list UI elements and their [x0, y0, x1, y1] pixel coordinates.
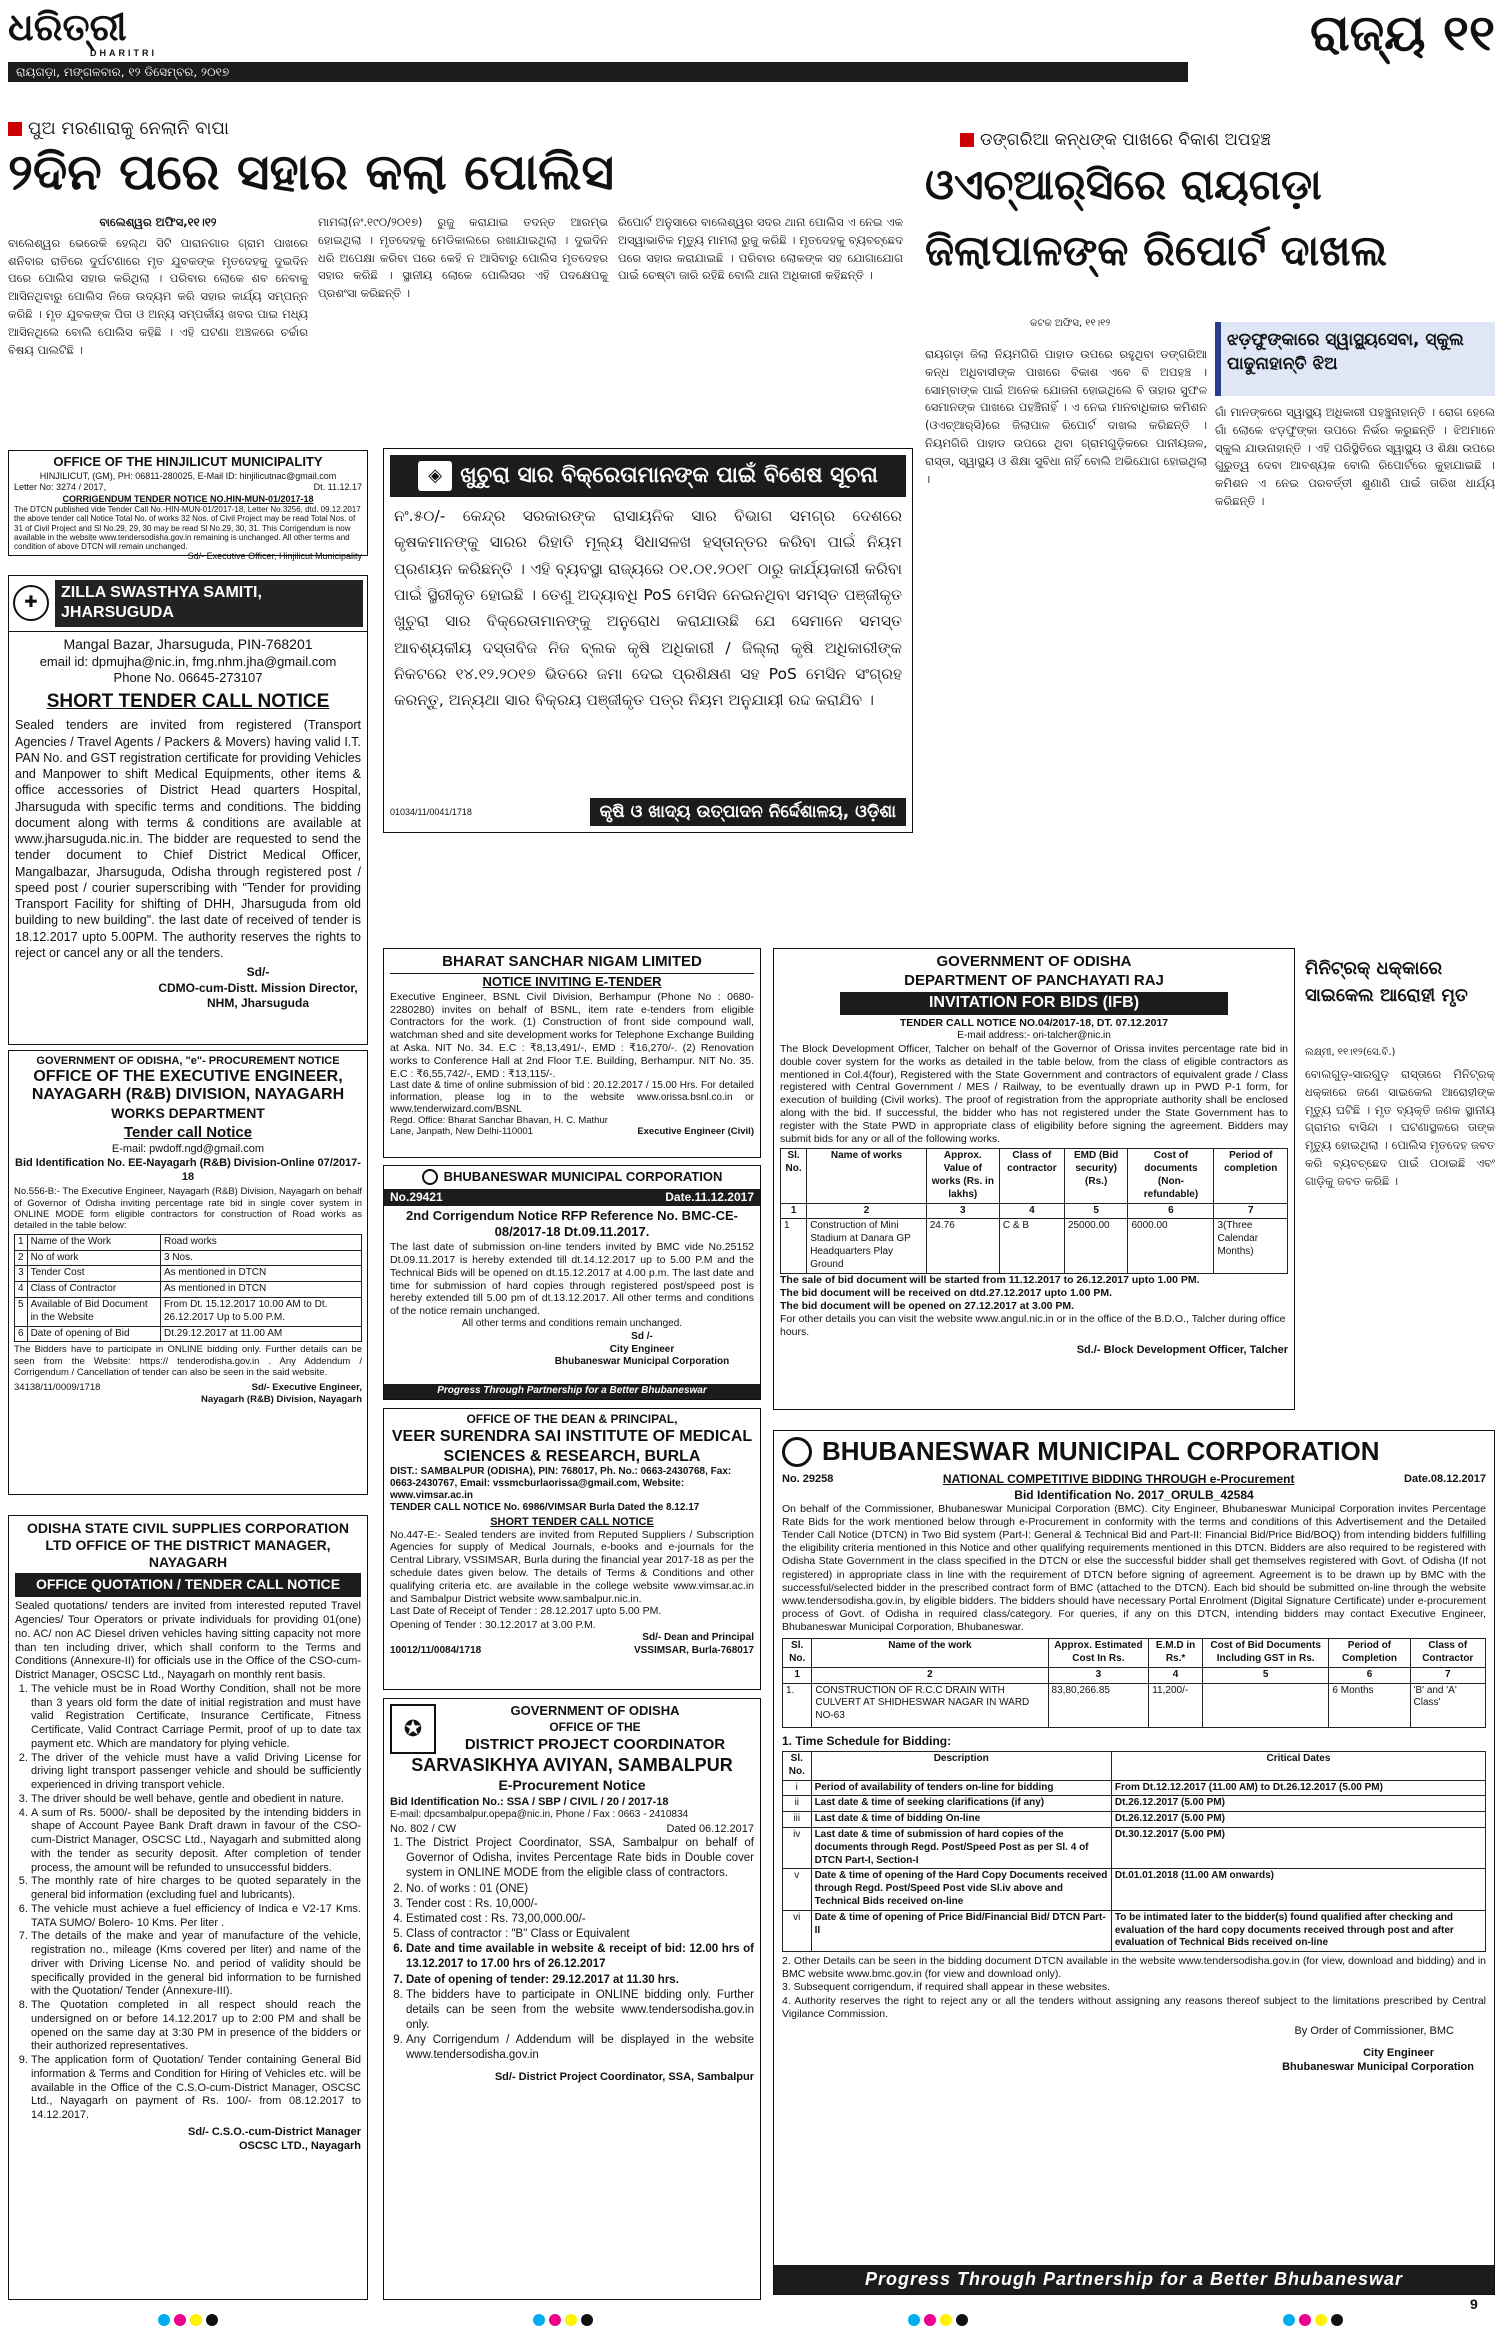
table-header-cell: Class of Contractor: [1410, 1639, 1485, 1668]
table-header-cell: Class of contractor: [999, 1149, 1064, 1203]
table-header-cell: 2: [807, 1203, 927, 1219]
bsnl-regd: Regd. Office: Bharat Sanchar Bhavan, H. C. Mathur Lane, Janpath, New Delhi-110001: [390, 1115, 608, 1138]
table-header-cell: Sl. No.: [783, 1639, 812, 1668]
pr-p1: The Block Development Officer, Talcher on behalf of the Governor of Orissa invites percentage rate bid in double cover system for the works as detailed in the table below, from the class of eligible contractors as mentioned in Col.4(four), Registered with the State Government and contractors of equivalent grade / Class registered with Central Government / MES / Railway, to be eventually drawn up in PWD P-1 form, for execution of building (Civil works). The proof of registration from the appropriate authority shall be enclosed along with the bid. If successful, the bidder who has not registered under the State Government has to register with the State PWD in appropriate class of eligibility before signing the agreement. Bidders may submit bids for any or all of the following works.: [780, 1043, 1288, 1145]
bmc-emblem-icon: [782, 1437, 812, 1467]
table-cell: Date of opening of Bid: [27, 1326, 160, 1342]
bmc-big-body: On behalf of the Commissioner, Bhubaneswar Municipal Corporation (BMC). City Engineer, Bhubaneswar Municipal Corporation invites Percentage Rate Bids for the work mentioned below through e-Procurement in conformity with the terms and conditions of this Advertisement and the Detailed Tender Call Notice (DTCN) in Two Bid system (Part-I: General & Technical Bid and Part-II: Financial Bid/Price Bid/BOQ) from intending bidders fulfilling the eligibility criteria mentioned in this Notice and other qualifying requirements mentioned in this DTCN. Bidders are also required to be registered with Odisha State Government in the class specified in the DTCN or else the successful bidder shall get themselves registered with Govt. of Odisha (If not registered) in appropriate class in line with the requirement of DTCN before signing of agreement. Agreement is to be drawn up by BMC with the successful/selected bidder in the prescribed contract form of BMC (attached to the DTCN). Each bid should be submitted on-line through the website www.tendersodisha.gov.in, by eligible bidders. The bidders should have necessary Portal Enrolment (Digital Signature Certificate) under e-procurement process of Govt. of Odisha in required class/category. For queries, if any on this DTCN, intending bidders may contact Executive Engineer, Bhubaneswar Municipal Corporation, Bhubaneswar.: [782, 1502, 1486, 1634]
table-row: [783, 1780, 1486, 1796]
table-cell: Last date & time of seeking clarifications (if any): [811, 1796, 1111, 1812]
hinjilicut-notice: [8, 450, 368, 562]
table-cell: C & B: [999, 1219, 1064, 1273]
story1-col2: ମାମଲା(ନଂ.୧୯୦/୨୦୧୭) ରୁଜୁ କରାଯାଇ ତଦନ୍ତ ଆରମ୍ଭ ହୋଇଥିଲା । ମୃତଦେହକୁ ମେଡିକାଲରେ ରଖାଯାଇଥିଲା । ଦୁଇଦିନ ଧରି ଅପେକ୍ଷା କରିବା ପରେ କେହି ନ ଆସିବାରୁ ପୋଲିସ ମୃତଦେହର ସହାର କରିଛି । ସ୍ଥାନୀୟ ଲୋକେ ପୋଲିସର ଏହି ପଦକ୍ଷେପକୁ ପ୍ରଶଂସା କରିଛନ୍ତି ।: [318, 215, 608, 301]
vimsar-title1: OFFICE OF THE DEAN & PRINCIPAL,: [466, 1412, 678, 1426]
bsnl-sign: Executive Engineer (Civil): [637, 1126, 754, 1138]
civil-item: 5. The monthly rate of hire charges to be quoted separately in the general bid information (excluding fuel and lubricants).: [31, 1875, 361, 1903]
bmc-big-date: Date.08.12.2017: [1404, 1473, 1486, 1486]
table-row: [15, 1282, 362, 1298]
table-cell: 3: [15, 1266, 28, 1282]
table-cell: To be intimated later to the bidder(s) found qualified after checking and evaluation of the hard copy documents received through post and after evaluation of Technical Bids received on-line: [1111, 1910, 1485, 1951]
ssa-notice: [383, 1698, 761, 2300]
ssa-item: 6. Date and time available in website & receipt of bid: 12.00 hrs of 13.12.2017 to 17.00 hrs of 26.12.2017: [406, 1942, 754, 1972]
table-cell: Class of Contractor: [27, 1282, 160, 1298]
bmc-small-no: No.29421: [390, 1189, 443, 1204]
nayagarh-bid: Bid Identification No. EE-Nayagarh (R&B) Division-Online 07/2017-18: [15, 1157, 361, 1184]
table-cell: Date & time of opening of Price Bid/Financial Bid/ DTCN Part-II: [811, 1910, 1111, 1951]
table-row: [15, 1326, 362, 1342]
table-cell: Dt.26.12.2017 (5.00 PM): [1111, 1796, 1485, 1812]
ssa-header: [390, 1703, 754, 1754]
jharsuguda-title: ZILLA SWASTHYA SAMITI, JHARSUGUDA: [55, 580, 363, 627]
table-cell: 6: [15, 1326, 28, 1342]
ssa-no: No. 802 / CW: [390, 1822, 457, 1835]
nayagarh-signrow: [14, 1382, 362, 1394]
kicker-square-icon: [960, 133, 974, 147]
bmc-small-tail: All other terms and conditions remain unchanged.: [461, 1317, 683, 1329]
ssa-t1: GOVERNMENT OF ODISHA: [510, 1703, 680, 1718]
story2-col1: ରାୟଗଡ଼ା ଜିଲା ନିୟମଗିରି ପାହାଡ ଉପରେ ରହୁଥିବା ଡଙ୍ଗରିଆ କନ୍ଧ ଅଧିବାସୀଙ୍କ ପାଖରେ ବିକାଶ ଏବେ ବି ଅପହଞ୍ଚ । ସୋମ୍ବାଙ୍କ ପାଇଁ ଅନେକ ଯୋଜନା ହୋଇଥିଲେ ବି ତାହାର ସୁଫଳ ସେମାନଙ୍କ ପାଖରେ ପହଞ୍ଚିନାହିଁ । ଏ ନେଇ ମାନବାଧିକାର କମିଶନ (ଓଏଚ୍‌ଆର୍‌ସି)ରେ ଜିଲାପାଳ ରିପୋର୍ଟ ଦାଖଲ କରିଛନ୍ତି । ନିୟମଗିରି ପାହାଡ ଉପରେ ଥିବା ଗ୍ରାମଗୁଡ଼ିକରେ ପାନୀୟଜଳ, ରାସ୍ତା, ସ୍ୱାସ୍ଥ୍ୟ ଓ ଶିକ୍ଷା ସୁବିଧା ନାହିଁ ବୋଲି ଅଭିଯୋଗ ହୋଇଥିଲା ।: [925, 347, 1207, 486]
vimsar-notice: [383, 1408, 761, 1690]
bmc-big-notice: [773, 1430, 1495, 2295]
table-cell: 6000.00: [1128, 1219, 1214, 1273]
story2-headline1: ଓଏଚ୍‌ଆର୍‌ସିରେ ରାୟଗଡ଼ା: [925, 160, 1322, 209]
pr-p4: The bid document will be opened on 27.12.2017 at 3.00 PM.: [780, 1299, 1075, 1312]
table-header-cell: 3: [1048, 1667, 1149, 1683]
table-row: [15, 1297, 362, 1326]
table-header-cell: 6: [1329, 1667, 1410, 1683]
fertilizer-code: 01034/11/0041/1718: [390, 807, 472, 817]
table-cell: 4: [15, 1282, 28, 1298]
table-row: [783, 1827, 1486, 1868]
table-header-cell: EMD (Bid security) (Rs.): [1064, 1149, 1128, 1203]
bmc-big-bar: Progress Through Partnership for a Better Bhubaneswar: [774, 2265, 1494, 2294]
table-cell: v: [783, 1869, 812, 1910]
table-cell: Road works: [160, 1234, 361, 1250]
vimsar-title2: VEER SURENDRA SAI INSTITUTE OF MEDICAL SCIENCES & RESEARCH, BURLA: [391, 1428, 753, 1465]
nayagarh-code: 34138/11/0009/1718: [14, 1381, 101, 1393]
story2-dateline: କଟକ ଅଫିସ, ୧୧।୧୨: [1030, 318, 1111, 329]
bmc-big-order: By Order of Commissioner, BMC: [1294, 2024, 1454, 2037]
table-row: [15, 1250, 362, 1266]
story2-col2: ଗାଁ ମାନଙ୍କରେ ସ୍ୱାସ୍ଥ୍ୟ ଅଧିକାରୀ ପହଞ୍ଚୁନାହାନ୍ତି । ରୋଗ ହେଲେ ଗାଁ ଲୋକେ ଝଡ଼ଫୁଙ୍କା ଉପରେ ନିର୍ଭର କରୁଛନ୍ତି । ଝିଅମାନେ ସ୍କୁଲ ଯାଉନାହାନ୍ତି । ଏହି ପରିସ୍ଥିତିରେ ସ୍ୱାସ୍ଥ୍ୟ ଓ ଶିକ୍ଷା ଉପରେ ଗୁରୁତ୍ୱ ଦେବା ଆବଶ୍ୟକ ବୋଲି ରିପୋର୍ଟରେ କୁହାଯାଇଛି । କମିଶନ ଏ ନେଇ ପରବର୍ତ୍ତୀ ଶୁଣାଣି ପାଇଁ ତାରିଖ ଧାର୍ଯ୍ୟ କରିଛନ୍ତି ।: [1215, 405, 1495, 509]
table-cell: 11,200/-: [1149, 1683, 1203, 1727]
nayagarh-notice: [8, 1050, 368, 1495]
civil-sign2: OSCSC LTD., Nayagarh: [238, 2139, 361, 2152]
civil-body: Sealed quotations/ tenders are invited from interested reputed Travel Agencies/ Tour Operators or private individuals for providing 01(one) no. AC/ non AC Diesel driven vehicles having sitting capacity not more than ten including driver, which shall conform to the Terms and Conditions (Annexure-II) for officials use in the Office of the CSO-cum-District Manager, OSCSC Ltd., Nayagarh on monthly rent basis.: [15, 1600, 361, 1682]
vimsar-ref: TENDER CALL NOTICE No. 6986/VIMSAR Burla Dated the 8.12.17: [390, 1501, 700, 1513]
nayagarh-table: [14, 1234, 362, 1343]
bmc-big-n2: 2. Other Details can be seen in the bidding document DTCN available in the website www.tendersodisha.gov.in (for view, download and bidding) and in BMC website www.bmc.gov.in (for view and download only).: [782, 1955, 1486, 1981]
logo-sub: DHARITRI: [90, 48, 157, 58]
jharsuguda-header: [9, 576, 367, 632]
story1-col3: ରିପୋର୍ଟ ଅନୁସାରେ ବାଲେଶ୍ୱର ସଦର ଥାନା ପୋଲିସ ଏ ନେଇ ଏକ ଅସ୍ୱାଭାବିକ ମୃତ୍ୟୁ ମାମଲା ରୁଜୁ କରିଛି । ମୃତଦେହକୁ ବ୍ୟବଚ୍ଛେଦ ପରେ ସହାର କରାଯାଇଛି । ପରିବାର ଲୋକଙ୍କ ସହ ଯୋଗାଯୋଗ ପାଇଁ ଚେଷ୍ଟା ଜାରି ରହିଛି ବୋଲି ଥାନା ଅଧିକାରୀ କହିଛନ୍ତି ।: [618, 215, 903, 283]
story2-box-title: ଝଡ଼ଫୁଙ୍କାରେ ସ୍ୱାସ୍ଥ୍ୟସେବା, ସ୍କୁଲ ପାଢୁନାହାନ୍ତି ଝିଅ: [1215, 322, 1495, 396]
story3-body: ବୋଲଗୁଡ଼-ସାରଗୁଡ଼ ରାସ୍ତାରେ ମିନିଟ୍ରକ୍ ଧକ୍କାରେ ଜଣେ ସାଇକେଲ ଆରୋହୀଙ୍କ ମୃତ୍ୟୁ ଘଟିଛି । ମୃତ ବ୍ୟକ୍ତି ଜଣକ ସ୍ଥାନୀୟ ଗ୍ରାମର ବାସିନ୍ଦା । ଘଟଣାସ୍ଥଳରେ ତାଙ୍କ ମୃତ୍ୟୁ ହୋଇଥିଲା । ପୋଲିସ ମୃତଦେହ ଜବତ କରି ବ୍ୟବଚ୍ଛେଦ ପାଇଁ ପଠାଇଛି ଏବଂ ଗାଡ଼ିକୁ ଜବତ କରିଛି ।: [1305, 1067, 1495, 1188]
jharsuguda-sign2: CDMO-cum-Distt. Mission Director,: [158, 980, 358, 995]
hinjilicut-sub: CORRIGENDUM TENDER NOTICE NO.HIN-MUN-01/2017-18: [62, 493, 314, 504]
civil-bar: OFFICE QUOTATION / TENDER CALL NOTICE: [15, 1573, 361, 1597]
dateline-bar: ରାୟଗଡ଼ା, ମଙ୍ଗଳବାର, ୧୨ ଡିସେମ୍ବର, ୨୦୧୭: [8, 62, 1188, 82]
ssa-t3: DISTRICT PROJECT COORDINATOR: [464, 1735, 726, 1753]
civil-item: 1. The vehicle must be in Road Worthy Condition, shall not be more than 3 years old form the date of initial registration and must have valid Registration Certificate, Insurance Certificate, Fitness Certificate, Valid Contract Carriage Permit, proof of up to date tax payment etc. Which are mandatory for plying vehicle.: [31, 1683, 361, 1752]
table-cell: 2: [15, 1250, 28, 1266]
bmc-emblem-icon: [422, 1169, 438, 1185]
table-cell: From Dt. 15.12.2017 10.00 AM to Dt. 26.12.2017 Up to 5.00 P.M.: [160, 1297, 361, 1326]
table-cell: Date & time of opening of the Hard Copy Documents received through Regd. Post/Speed Post vide Sl.iv above and Technical Bids received on-line: [811, 1869, 1111, 1910]
jharsuguda-sign3: NHM, Jharsuguda: [206, 995, 309, 1010]
nayagarh-foot: The Bidders have to participate in ONLINE bidding only. Further details can be seen from the Website: https:// tenderodisha.gov.in . Any Addendum / Corrigendum / Cancellation of tender can also be seen in the said website.: [14, 1344, 362, 1379]
bmc-small-title: BHUBANESWAR MUNICIPAL CORPORATION: [443, 1169, 723, 1184]
table-header-cell: Name of the work: [812, 1639, 1048, 1668]
table-cell: 25000.00: [1064, 1219, 1128, 1273]
ssa-item: 1. The District Project Coordinator, SSA, Sambalpur on behalf of Governor of Odisha, invites Percentage Rate bids in Double cover system in ONLINE MODE from the eligible class of contractors.: [406, 1836, 754, 1882]
vimsar-signrow: [390, 1645, 754, 1658]
vimsar-sign1: Sd/- Dean and Principal: [642, 1632, 754, 1644]
table-cell: Dt.26.12.2017 (5.00 PM): [1111, 1812, 1485, 1828]
civil-title: ODISHA STATE CIVIL SUPPLIES CORPORATION LTD OFFICE OF THE DISTRICT MANAGER, NAYAGARH: [26, 1520, 350, 1570]
fertilizer-title: [390, 455, 906, 497]
bsnl-heading: NOTICE INVITING E-TENDER: [482, 974, 662, 990]
table-cell: Dt.01.01.2018 (11.00 AM onwards): [1111, 1869, 1485, 1910]
bmc-big-heading: NATIONAL COMPETITIVE BIDDING THROUGH e-Procurement: [942, 1472, 1295, 1487]
table-cell: From Dt.12.12.2017 (11.00 AM) to Dt.26.12.2017 (5.00 PM): [1111, 1780, 1485, 1796]
table-cell: Tender Cost: [27, 1266, 160, 1282]
bmc-small-bar: Progress Through Partnership for a Better Bhubaneswar: [384, 1384, 760, 1399]
table-header-cell: Name of works: [807, 1149, 927, 1203]
table-row: [781, 1149, 1288, 1203]
nayagarh-heading: Tender call Notice: [123, 1123, 253, 1141]
bmc-big-no: No. 29258: [782, 1473, 834, 1486]
table-cell: iii: [783, 1812, 812, 1828]
table-row: [781, 1219, 1288, 1273]
civil-supplies-notice: [8, 1515, 368, 2300]
table-cell: 6 Months: [1329, 1683, 1410, 1727]
jharsuguda-notice: [8, 575, 368, 1045]
vimsar-sign2: VSSIMSAR, Burla-768017: [633, 1645, 754, 1657]
nayagarh-email: E-mail: pwdoff.ngd@gmail.com: [111, 1142, 265, 1155]
story1-headline: ୨ଦିନ ପରେ ସହାର କଲା ପୋଲିସ: [8, 143, 615, 201]
story2-kicker: [960, 130, 1500, 152]
nayagarh-top: GOVERNMENT OF ODISHA, "e"- PROCUREMENT NOTICE: [36, 1055, 340, 1067]
table-cell: As mentioned in DTCN: [160, 1282, 361, 1298]
table-header-cell: 5: [1202, 1667, 1329, 1683]
fertilizer-body: ନଂ.୫୦/- କେନ୍ଦ୍ର ସରକାରଙ୍କ ରାସାୟନିକ ସାର ବିଭାଗ ସମଗ୍ର ଦେଶରେ କୃଷକମାନଙ୍କୁ ସାରର ରିହାତି ମୂଲ୍ୟ ସିଧାସଳଖ ହସ୍ତାନ୍ତର କରିବା ପାଇଁ ନିୟମ ପ୍ରଣୟନ କରିଛନ୍ତି । ଏହି ବ୍ୟବସ୍ଥା ରାଜ୍ୟରେ ୦୧.୦୧.୨୦୧୮ ଠାରୁ କାର୍ଯ୍ୟକାରୀ କରିବା ପାଇଁ ସ୍ଥିରୀକୃତ ହୋଇଛି । ତେଣୁ ଅଦ୍ୟାବଧି PoS ମେସିନ ନେଇନଥିବା ସମସ୍ତ ପଞ୍ଜୀକୃତ ଖୁଚୁରା ସାର ବିକ୍ରେତାମାନଙ୍କୁ ଅନୁରୋଧ କରାଯାଉଛି ଯେ ସେମାନେ ସମସ୍ତ ଆବଶ୍ୟକୀୟ ଦସ୍ତାବିଜ ନିଜ ବ୍ଲକ କୃଷି ଅଧିକାରୀ / ଜିଲ୍ଲା କୃଷି ଅଧିକାରୀଙ୍କ ନିକଟରେ ୧୪.୧୨.୨୦୧୭ ଭିତରେ ଜମା ଦେଇ ପ୍ରଶିକ୍ଷଣ ସହ PoS ମେସିନ ସଂଗ୍ରହ କରନ୍ତୁ, ଅନ୍ୟଥା ସାର ବିକ୍ରୟ ପଞ୍ଜୀକୃତ ପତ୍ର ନିୟମ ଅନୁଯାୟୀ ରଦ୍ଦ କରାଯିବ ।: [394, 507, 902, 710]
pr-bar: INVITATION FOR BIDS (IFB): [840, 992, 1228, 1014]
ssa-titles: [436, 1703, 754, 1754]
table-cell: 1: [15, 1234, 28, 1250]
vimsar-address: DIST.: SAMBALPUR (ODISHA), PIN: 768017, Ph. No.: 0663-2430768, Fax: 0663-2430767, Email: vssmcburlaorissa@gmail.com, Website: www.vimsar.ac.in: [390, 1465, 732, 1501]
table-cell: vi: [783, 1910, 812, 1951]
ssa-bid: Bid Identification No.: SSA / SBP / CIVIL / 20 / 2017-18: [390, 1796, 669, 1809]
table-cell: Available of Bid Document in the Website: [27, 1297, 160, 1326]
bmc-big-refrow: [774, 1472, 1494, 1487]
story1-dateline: ବାଲେଶ୍ୱର ଅଫିସ,୧୧।୧୨: [99, 215, 217, 229]
bmc-small-sign2: City Engineer: [609, 1343, 675, 1355]
table-row: [783, 1869, 1486, 1910]
table-row: [783, 1812, 1486, 1828]
table-cell: Dt.29.12.2017 at 11.00 AM: [160, 1326, 361, 1342]
table-row: [781, 1203, 1288, 1219]
table-header-cell: 7: [1214, 1203, 1288, 1219]
pr-sign: Sd./- Block Development Officer, Talcher: [1076, 1344, 1288, 1357]
table-header-cell: 4: [1149, 1667, 1203, 1683]
table-cell: i: [783, 1780, 812, 1796]
hinjilicut-body: The DTCN published vide Tender Call No.-HIN-MUN-01/2017-18, Letter No.3256, dtd. 09.12.2017 the above tender call Notice Total No. of works 32 Nos. of Civil Project may be read Total Nos. of 31 of Civil Project and Sl No.29, 29, 30 may be read Sl No.29, 30, 31. This Corrigendum is now available in the website www.tendersodisha.gov.in remaining is unchanged. All other terms and condition of above DTCN will remain unchanged.: [14, 505, 361, 551]
bmc-big-title: BHUBANESWAR MUNICIPAL CORPORATION: [822, 1436, 1380, 1466]
ssa-sign: Sd/- District Project Coordinator, SSA, Sambalpur: [494, 2070, 754, 2083]
ssa-refrow: [390, 1822, 754, 1836]
table-cell: 'B' and 'A' Class': [1410, 1683, 1485, 1727]
table-cell: Period of availability of tenders on-line for bidding: [811, 1780, 1111, 1796]
table-header-cell: 5: [1064, 1203, 1128, 1219]
bmc-big-bid: Bid Identification No. 2017_ORULB_42584: [1014, 1487, 1254, 1502]
table-cell: 83,80,266.85: [1048, 1683, 1149, 1727]
civil-item: 9. The application form of Quotation/ Tender containing General Bid information & Terms and Condition for Hiring of Vehicles etc. will be available in the Office of the C.S.O-cum-District Manager, OSCSC Ltd., Nayagarh on payment of Rs. 100/- from 08.12.2017 to 14.12.2017.: [31, 2054, 361, 2123]
table-cell: CONSTRUCTION OF R.C.C DRAIN WITH CULVERT AT SHIDHESWAR NAGAR IN WARD NO-63: [812, 1683, 1048, 1727]
pr-p2: The sale of bid document will be started from 11.12.2017 to 26.12.2017 upto 1.00 PM.: [780, 1273, 1200, 1286]
bmc-big-n3: 3. Subsequent corrigendum, if required shall appear in these websites.: [782, 1981, 1111, 1994]
jharsuguda-address: Mangal Bazar, Jharsuguda, PIN-768201: [63, 635, 313, 652]
vimsar-code: 10012/11/0084/1718: [390, 1645, 482, 1657]
vimsar-d1: Last Date of Receipt of Tender : 28.12.2017 upto 5.00 PM.: [390, 1605, 662, 1618]
table-cell: iv: [783, 1827, 812, 1868]
hinjilicut-refline: [14, 482, 362, 494]
bsnl-last: Last date & time of online submission of bid : 20.12.2017 / 15.00 Hrs. For detailed information, please log in to the website www.orissa.bsnl.co.in or www.tenderwizard.com/BSNL: [390, 1080, 754, 1116]
bmc-small-sign1: Sd /-: [631, 1330, 653, 1342]
logo-text: ଧରିତ୍ରୀ: [8, 5, 127, 49]
reg-mark-icon: [531, 2311, 595, 2330]
civil-item: 2. The driver of the vehicle must have a valid Driving License for driving light transport passenger vehicle and should be sufficiently experienced in driving transport vehicle.: [31, 1752, 361, 1793]
civil-item: 6. The vehicle must achieve a fuel efficiency of Indica e V2-17 Kms. TATA SUMO/ Bolero- 10 Kms. Per liter .: [31, 1903, 361, 1931]
ssa-t5: E-Procurement Notice: [498, 1777, 646, 1794]
table-row: [783, 1751, 1486, 1780]
ssa-item: 7. Date of opening of tender: 29.12.2017 at 11.30 hrs.: [406, 1973, 754, 1988]
table-header-cell: E.M.D in Rs.*: [1149, 1639, 1203, 1668]
bmc-big-sign1: City Engineer: [1363, 2046, 1434, 2059]
table-cell: 5: [15, 1297, 28, 1326]
story3-headline: ମିନିଟ୍ରକ୍ ଧକ୍କାରେ ସାଇକେଲ ଆରୋହୀ ମୃତ: [1305, 958, 1468, 1006]
table-cell: Last date & time of bidding On-line: [811, 1812, 1111, 1828]
table-header-cell: Approx. Estimated Cost In Rs.: [1048, 1639, 1149, 1668]
bmc-small-sign3: Bhubaneswar Municipal Corporation: [554, 1356, 730, 1368]
page-label: ରାଜ୍ୟ ୧୧: [1309, 4, 1495, 62]
bmc-big-n4: 4. Authority reserves the right to reject any or all the tenders without assigning any reasons thereof subject to the limitations prescribed by Central Vigilance Commission.: [782, 1994, 1486, 2020]
jharsuguda-body: Sealed tenders are invited from registered (Transport Agencies / Travel Agents / Packers & Movers) having valid I.T. PAN No. and GST registration certificate for providing Vehicles and Manpower to shift Medical Equipments, other items & office accessories of District Head quarters Hospital, Jharsuguda with specific terms and conditions. The bidding document along with terms & conditions are available at www.jharsuguda.nic.in. The bidder are requested to send the tender document to Chief District Medical Officer, Mangalbazar, Jharsuguda, Odisha through registered post / speed post / courier superscribing with "Tender for providing Transport Facility for shifting of DHH, Jharsuguda from old building to new building". the last date of received of tender is 18.12.2017 upto 5.00PM. The authority reserves the rights to reject or cancel any or all the tenders.: [15, 718, 361, 960]
table-header-cell: Sl. No.: [783, 1751, 812, 1780]
table-header-cell: Approx. Value of works (Rs. in lakhs): [926, 1149, 999, 1203]
table-header-cell: 1: [783, 1667, 812, 1683]
bmc-big-titlebar: [774, 1431, 1494, 1472]
nayagarh-sign1: Sd/- Executive Engineer,: [251, 1381, 362, 1393]
print-reg-marks: [0, 2305, 1500, 2335]
pr-p5: For other details you can visit the website www.angul.nic.in or in the office of the B.D.O., Talcher during office hours.: [780, 1313, 1286, 1339]
civil-sign1: Sd/- C.S.O.-cum-District Manager: [188, 2125, 361, 2138]
vimsar-heading: SHORT TENDER CALL NOTICE: [490, 1515, 654, 1528]
table-cell: Last date & time of submission of hard copies of the documents through Regd. Post/Speed Post as per Sl. 4 of DTCN Part-I, Section-I: [811, 1827, 1111, 1868]
pr-table: [780, 1148, 1288, 1273]
table-header-cell: 7: [1410, 1667, 1485, 1683]
bmc-big-sched-table: [782, 1751, 1486, 1952]
jharsuguda-sign1: Sd/-: [246, 965, 270, 980]
jharsuguda-phone: Phone No. 06645-273107: [113, 670, 263, 686]
pr-ref: TENDER CALL NOTICE NO.04/2017-18, DT. 07.12.2017: [899, 1016, 1169, 1029]
table-cell: 1: [781, 1219, 807, 1273]
ssa-items: [390, 1836, 754, 2064]
reg-mark-icon: [1281, 2311, 1345, 2330]
table-row: [783, 1796, 1486, 1812]
table-header-cell: 2: [812, 1667, 1048, 1683]
civil-items: [15, 1683, 361, 2123]
bmc-small-heading: 2nd Corrigendum Notice RFP Reference No. BMC-CE-08/2017-18 Dt.09.11.2017.: [405, 1207, 739, 1239]
nayagarh-dept: WORKS DEPARTMENT: [111, 1104, 265, 1121]
bsnl-title: BHARAT SANCHAR NIGAM LIMITED: [390, 952, 754, 974]
table-header-cell: Cost of Bid Documents Including GST in Rs.: [1202, 1639, 1329, 1668]
ssa-email: E-mail: dpcsambalpur.opepa@nic.in, Phone / Fax : 0663 - 2410834: [390, 1809, 689, 1821]
panchayati-notice: [773, 948, 1295, 1410]
masthead-logo: [8, 6, 258, 61]
bmc-small-body: The last date of submission on-line tenders invited by BMC vide No.25152 Dt.09.11.2017 is hereby extended till dt.14.12.2017 up to 5.00 P.M and the Technical Bids will be opened on dt.15.12.2017 at 4.00 p.m. The last date and time for submission of hard copies through registered post/speed post is hereby extended till 5.00 pm of dt.13.12.2017. All other terms and conditions of the notice remain unchanged.: [390, 1241, 754, 1318]
bsnl-notice: [383, 948, 761, 1158]
reg-mark-icon: [156, 2311, 220, 2330]
ssa-item: 3. Tender cost : Rs. 10,000/-: [406, 1897, 754, 1912]
table-cell: Construction of Mini Stadium at Danara GP Headquarters Play Ground: [807, 1219, 927, 1273]
table-row: [783, 1683, 1486, 1727]
table-cell: Dt.30.12.2017 (5.00 PM): [1111, 1827, 1485, 1868]
pr-p3: The bid document will be received on dtd.27.12.2017 upto 1.00 PM.: [780, 1286, 1113, 1299]
ssa-logo-icon: ✪: [390, 1704, 436, 1754]
fertilizer-notice: [383, 448, 913, 833]
ssa-item: 5. Class of contractor : "B" Class or Equivalent: [406, 1927, 754, 1942]
pr-t1: GOVERNMENT OF ODISHA: [936, 953, 1132, 970]
civil-item: 8. The Quotation completed in all respect should reach the undersigned on or before 14.12.2017 up to 2:00 PM and shall be opened on the same day at 3:30 PM in presence of the bidders or their authorized representatives.: [31, 1999, 361, 2054]
table-header-cell: 3: [926, 1203, 999, 1219]
story1-kicker-text: ପୁଅ ମରଣାରାକୁ ନେଲାନି ବାପା: [28, 118, 230, 139]
page-number: 9: [1470, 2296, 1478, 2312]
table-row: [783, 1667, 1486, 1683]
jharsuguda-email: email id: dpmujha@nic.in, fmg.nhm.jha@gmail.com: [39, 653, 337, 669]
table-header-cell: Description: [811, 1751, 1111, 1780]
table-row: [15, 1266, 362, 1282]
fertilizer-title-text: ଖୁଚୁରା ସାର ବିକ୍ରେତାମାନଙ୍କ ପାଇଁ ବିଶେଷ ସୂଚନା: [460, 463, 878, 488]
bsnl-body: Executive Engineer, BSNL Civil Division, Berhampur (Phone No : 0680-2280280) invites on behalf of BSNL, item rate e-tenders from eligible Contractors for the work. (1) Construction of front side compound wall, watchman shed and site development works for Telephone Exchange Building at Aska. NIT No. 34. E.C : ₹8,13,491/-, EMD : ₹16,270/-. (2) Renovation works to Conference Hall at 2nd Floor T.E. Building, Berhampur. NIT No. 35. E.C : ₹6,55,742/-, EMD : ₹13,115/-.: [390, 990, 754, 1080]
jharsuguda-heading: SHORT TENDER CALL NOTICE: [46, 691, 330, 713]
ssa-item: 9. Any Corrigendum / Addendum will be displayed in the website www.tendersodisha.gov.in: [406, 2033, 754, 2063]
table-row: [783, 1910, 1486, 1951]
story1-col1-text: ବାଲେଶ୍ୱର ଭେରେକି ହେଲ୍ଥ ସିଟି ପାରାନଗାର ଗ୍ରାମ ପାଖରେ ଶନିବାର ରାତିରେ ଦୁର୍ଘଟଣାରେ ମୃତ ଯୁବକଙ୍କ ମୃତଦେହକୁ ଦୁଇଦିନ ପରେ ପୋଲିସ ସହାର କରିଥିଲା । ପରିବାର ଲୋକେ ଶବ ନେବାକୁ ଆସିନଥିବାରୁ ପୋଲିସ ନିଜେ ଉଦ୍ୟମ କରି ସହାର କାର୍ଯ୍ୟ ସମ୍ପନ୍ନ କରିଛି । ମୃତ ଯୁବକଙ୍କ ପିତା ଓ ଅନ୍ୟ ସମ୍ପର୍କୀୟ ଖବର ପାଇ ମଧ୍ୟ ଆସିନଥିଲେ ବୋଲି ପୋଲିସ କହିଛି । ଏହି ଘଟଣା ଅଞ୍ଚଳରେ ଚର୍ଚ୍ଚାର ବିଷୟ ପାଲଟିଛି ।: [8, 235, 308, 357]
table-header-cell: Period of completion: [1214, 1149, 1288, 1203]
nayagarh-body: No.556-B:- The Executive Engineer, Nayagarh (R&B) Division, Nayagarh on behalf of Governor of Odisha inviting percentage rate bid in single cover system in ONLINE MODE form eligible contractors for construction of Road works as detailed in the table below:: [14, 1186, 362, 1232]
bsnl-signrow: [390, 1116, 754, 1138]
bmc-big-schedwrap: [774, 1751, 1494, 1952]
civil-item: 3. The driver should be well behave, gentle and obedient in nature.: [31, 1793, 361, 1807]
table-cell: 3(Three Calendar Months): [1214, 1219, 1288, 1273]
table-header-cell: Cost of documents (Non-refundable): [1128, 1149, 1214, 1203]
nayagarh-title: OFFICE OF THE EXECUTIVE ENGINEER, NAYAGARH (R&B) DIVISION, NAYAGARH: [31, 1068, 345, 1104]
bmc-small-notice: [383, 1165, 761, 1400]
nayagarh-sign2: Nayagarh (R&B) Division, Nayagarh: [200, 1393, 362, 1405]
odisha-emblem-icon: ◈: [418, 461, 452, 491]
table-header-cell: Sl. No.: [781, 1149, 807, 1203]
hinjilicut-title: OFFICE OF THE HINJILICUT MUNICIPALITY: [53, 454, 323, 469]
hinjilicut-address: HINJILICUT, (GM), PH: 06811-280025, E-Mail ID: hinjilicutnac@gmail.com: [39, 470, 337, 481]
bmc-big-sched-title: 1. Time Schedule for Bidding:: [782, 1733, 952, 1748]
table-cell: Name of the Work: [27, 1234, 160, 1250]
ssa-t2: OFFICE OF THE: [549, 1719, 641, 1734]
ssa-item: 8. The bidders have to participate in ONLINE bidding only. Further details can be seen from the website www.tendersodisha.gov.in only.: [406, 1988, 754, 2034]
hinjilicut-letter: Letter No: 3274 / 2017,: [14, 482, 107, 493]
table-header-cell: Period of Completion: [1329, 1639, 1410, 1668]
table-cell: 1.: [783, 1683, 812, 1727]
story1-col1: [8, 214, 308, 438]
table-cell: ii: [783, 1796, 812, 1812]
fertilizer-sign: କୃଷି ଓ ଖାଦ୍ୟ ଉତ୍ପାଦନ ନିର୍ଦ୍ଦେଶାଳୟ, ଓଡ଼ିଶା: [590, 798, 906, 826]
story2-headline2: ଜିଲାପାଳଙ୍କ ରିପୋର୍ଟ ଦାଖଲ: [925, 226, 1388, 275]
civil-item: 7. The details of the make and year of manufacture of the vehicle, registration no., mileage (Kms covered per liter) and name of the driver with Driving License No. and period of validity should be specifically provided in the general bid information to be furnished with the Quotation/ Tender (Annexure-III).: [31, 1930, 361, 1999]
vimsar-body: No.447-E:- Sealed tenders are invited from Reputed Suppliers / Subscription Agencies for supply of Medical Journals, e-books and e-journals for the Central Library, VSSIMSAR, Burla during the financial year 2017-18 as per the schedule dates given below. The details of Terms & Conditions and other qualifying criteria etc. are available in the college website www.vimsar.ac.in and Sambalpur District website www.sambalpur.nic.in.: [390, 1528, 754, 1605]
nhm-emblem-icon: ✚: [13, 585, 49, 621]
table-header-cell: 1: [781, 1203, 807, 1219]
table-header-cell: 4: [999, 1203, 1064, 1219]
story1-kicker: [8, 118, 888, 140]
civil-item: 4. A sum of Rs. 5000/- shall be deposited by the intending bidders in shape of Account Payee Bank Draft drawn in favour of the CSO-cum-District Manager, OSCSC Ltd., Nayagarh and submitted along with the tender as security deposit. After completion of tender process, the amount will be refunded to unsuccessful bidders.: [31, 1807, 361, 1876]
bmc-big-table: [782, 1638, 1486, 1727]
table-cell: [1202, 1683, 1329, 1727]
table-cell: No of work: [27, 1250, 160, 1266]
story2-kicker-text: ଡଙ୍ଗରିଆ କନ୍ଧଙ୍କ ପାଖରେ ବିକାଶ ଅପହଞ୍ଚ: [980, 130, 1271, 150]
fertilizer-footer: [390, 798, 906, 826]
hinjilicut-date: Dt. 11.12.17: [313, 482, 362, 493]
ssa-date: Dated 06.12.2017: [666, 1822, 754, 1835]
pr-t2: DEPARTMENT OF PANCHAYATI RAJ: [904, 972, 1164, 990]
ssa-t4: SARVASIKHYA AVIYAN, SAMBALPUR: [411, 1755, 733, 1776]
ssa-item: 4. Estimated cost : Rs. 73,00,000.00/-: [406, 1912, 754, 1927]
story3-dateline: ଲକ୍ଷ୍ମୀ, ୧୧।୧୨(ସେ.ବି.): [1305, 1047, 1396, 1058]
table-cell: As mentioned in DTCN: [160, 1266, 361, 1282]
bmc-small-refbar: [384, 1189, 760, 1206]
table-header-cell: Critical Dates: [1111, 1751, 1485, 1780]
table-cell: 3 Nos.: [160, 1250, 361, 1266]
table-cell: 24.76: [926, 1219, 999, 1273]
pr-email: E-mail address:- ori-talcher@nic.in: [957, 1030, 1111, 1042]
table-row: [15, 1234, 362, 1250]
bmc-big-sign2: Bhubaneswar Municipal Corporation: [1282, 2060, 1474, 2073]
bmc-small-titlebar: [384, 1166, 760, 1189]
table-row: [783, 1639, 1486, 1668]
bmc-small-date: Date.11.12.2017: [665, 1189, 754, 1204]
kicker-square-icon: [8, 122, 22, 136]
table-header-cell: 6: [1128, 1203, 1214, 1219]
hinjilicut-sign: Sd/- Executive Officer, Hinjilicut Municipality: [187, 551, 362, 562]
reg-mark-icon: [906, 2311, 970, 2330]
vimsar-d2: Opening of Tender : 30.12.2017 at 3.00 P.M.: [390, 1618, 596, 1631]
bmc-big-tablewrap: [774, 1634, 1494, 1731]
ssa-item: 2. No. of works : 01 (ONE): [406, 1882, 754, 1897]
